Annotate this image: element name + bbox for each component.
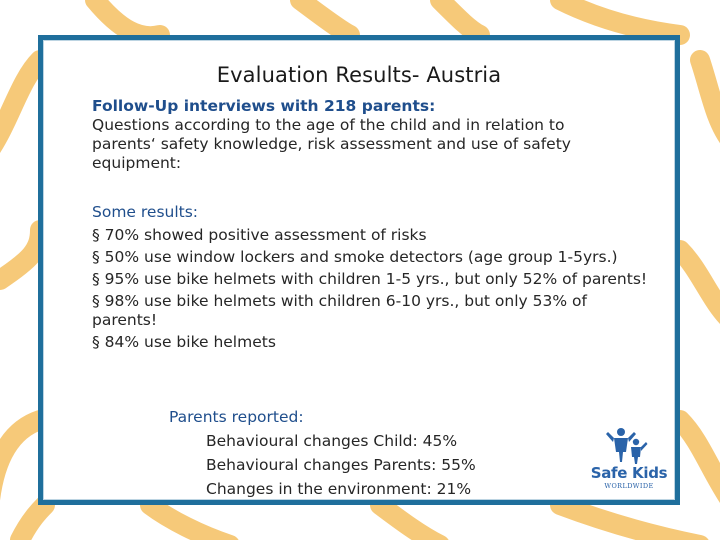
reported-item: Changes in the environment: 21%: [206, 480, 472, 498]
result-item: § 98% use bike helmets with children 6-10 yrs., but only 53% of parents!: [92, 292, 587, 329]
result-item: § 84% use bike helmets: [92, 333, 276, 351]
reported-section: [169, 408, 476, 499]
reported-heading: Parents reported:: [169, 408, 304, 426]
slide-title: Evaluation Results- Austria: [216, 63, 502, 87]
slide-frame: [38, 35, 680, 505]
result-item: § 70% showed positive assessment of risks: [92, 226, 427, 244]
intro-heading: Follow-Up interviews with 218 parents:: [92, 97, 436, 115]
logo-name: Safe Kids: [590, 464, 668, 482]
logo-tagline: WORLDWIDE: [604, 482, 654, 490]
reported-item: Behavioural changes Parents: 55%: [206, 456, 476, 474]
safe-kids-logo: [584, 426, 674, 496]
results-heading: Some results:: [92, 203, 199, 221]
slide-content: [43, 40, 675, 500]
reported-item: Behavioural changes Child: 45%: [206, 432, 458, 450]
children-figures-icon: [584, 426, 674, 466]
intro-section: [92, 97, 607, 173]
result-item: § 95% use bike helmets with children 1-5 yrs., but only 52% of parents!: [92, 270, 648, 288]
result-item: § 50% use window lockers and smoke detectors (age group 1-5yrs.): [92, 248, 618, 266]
results-section: [92, 203, 652, 355]
intro-text: Questions according to the age of the child and in relation to parents‘ safety knowledge, risk assessment and use of safety equipment:: [92, 116, 571, 172]
